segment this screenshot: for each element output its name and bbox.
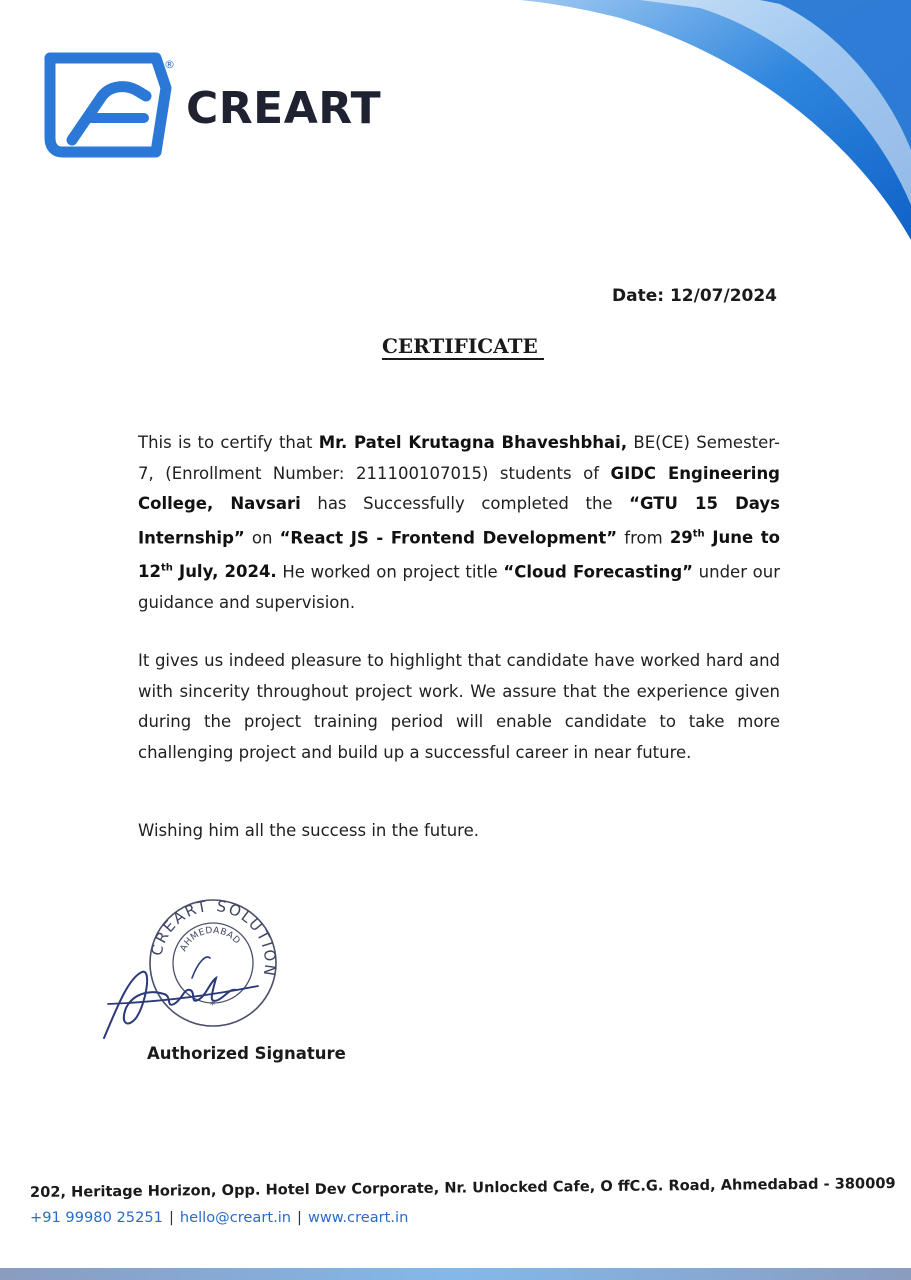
college-name: GIDC Engineering College, Navsari: [138, 463, 780, 514]
stamp-inner-text: AHMEDABAD: [178, 925, 242, 954]
svg-text:*: *: [210, 1000, 215, 1011]
footer-separator: |: [297, 1209, 302, 1226]
text-segment: has Successfully completed the: [300, 494, 630, 514]
footer-separator: |: [168, 1209, 174, 1226]
footer-website[interactable]: www.creart.in: [307, 1209, 409, 1226]
internship-topic: “React JS - Frontend Development”: [279, 528, 618, 548]
start-day: 29: [669, 528, 693, 548]
end-date: [138, 562, 277, 581]
ordinal-suffix: th: [160, 562, 173, 574]
certificate-date: Date: 12/07/2024: [612, 286, 778, 306]
certificate-paragraph-1: [138, 428, 780, 619]
start-month: June to: [704, 528, 781, 548]
end-month-year: July, 2024.: [172, 562, 277, 582]
company-logo: [44, 52, 381, 160]
authorized-signature-label: Authorized Signature: [147, 1044, 346, 1063]
registered-mark: ®: [164, 58, 175, 71]
text-segment: on: [244, 528, 280, 548]
project-title: “Cloud Forecasting”: [503, 562, 693, 582]
program-name: “GTU 15 Days Internship”: [138, 494, 780, 548]
end-day: 12: [138, 562, 161, 582]
text-segment: from: [617, 528, 670, 548]
ordinal-suffix: th: [692, 528, 705, 540]
certificate-paragraph-3: Wishing him all the success in the future.: [138, 821, 479, 840]
footer-address: 202, Heritage Horizon, Opp. Hotel Dev Corporate, Nr. Unlocked Cafe, O ffC.G. Road, Ahmedabad - 380009: [29, 1174, 896, 1201]
stamp-outer-text: CREART SOLUTION: [147, 896, 280, 979]
handwritten-signature: [98, 938, 318, 1048]
certificate-paragraph-2: It gives us indeed pleasure to highlight that candidate have worked hard and with sincerity throughout project work. We assure that the experience given during the project training period will enable candidate to take more challenging project and build up a successful career in near future.: [138, 651, 780, 762]
text-segment: He worked on project title: [276, 562, 504, 582]
start-date: [670, 528, 780, 547]
footer-phone[interactable]: +91 99980 25251: [30, 1209, 163, 1226]
text-segment: This is to certify that: [138, 433, 319, 452]
candidate-name: Mr. Patel Krutagna Bhaveshbhai,: [318, 433, 628, 452]
creart-logo-icon: [44, 52, 172, 160]
footer-email[interactable]: hello@creart.in: [179, 1209, 292, 1226]
brand-name: CREART: [186, 82, 382, 134]
bottom-band: [0, 1268, 911, 1280]
footer-contact: [30, 1209, 408, 1226]
text-segment: under our guidance and supervision.: [138, 562, 780, 612]
text-segment: BE(CE) Semester-7, (Enrollment Number: 211100107015) students of: [138, 433, 780, 483]
certificate-heading: CERTIFICATE: [382, 334, 544, 360]
